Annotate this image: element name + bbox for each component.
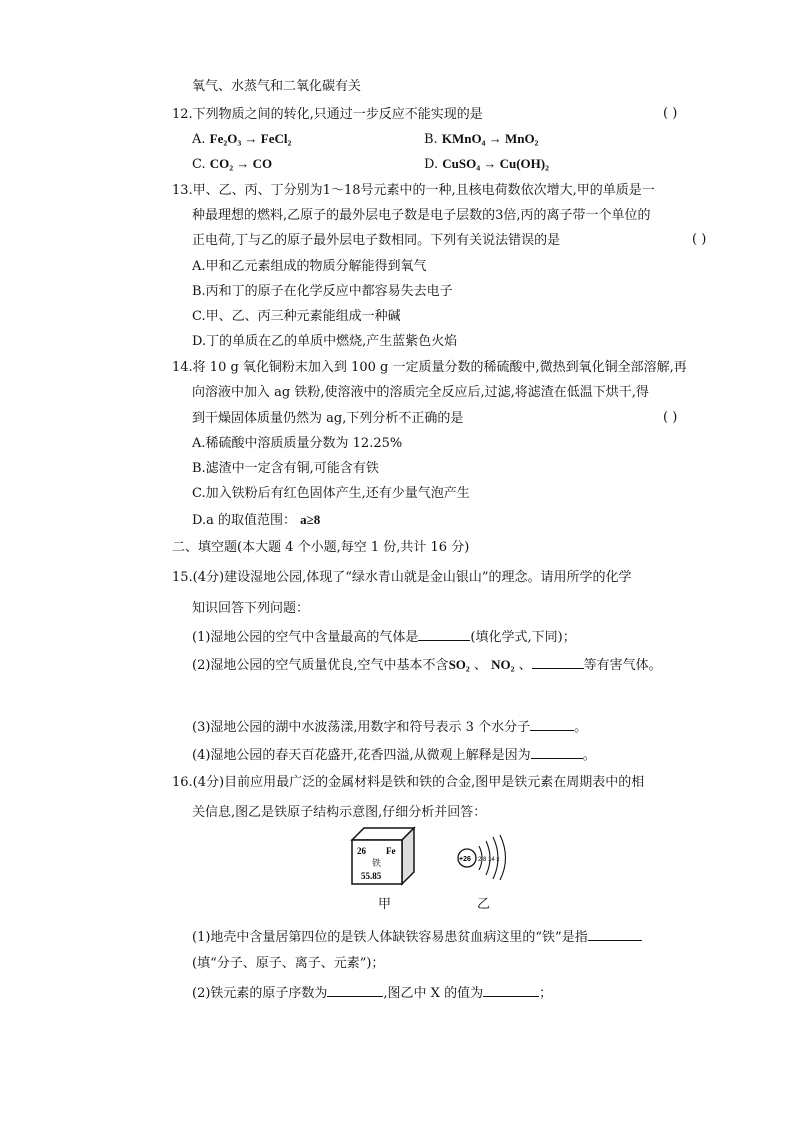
q14-stem-line3: 到干燥固体质量仍然为 ag,下列分析不正确的是 — [192, 411, 464, 426]
q15-sub3-text: (3)湿地公园的湖中水波荡漾,用数字和符号表示 3 个水分子 — [192, 720, 531, 735]
atom-structure-figure — [455, 834, 515, 880]
q12-option-a — [192, 130, 291, 149]
q15-stem-line1: 15.(4分)建设湿地公园,体现了“绿水青山就是金山银山”的理念。请用所学的化学 — [172, 570, 632, 585]
q15-sub3 — [192, 718, 587, 737]
element-cell-figure — [350, 826, 416, 886]
answer-blank[interactable] — [327, 984, 383, 997]
q13-stem-line3: 正电荷,丁与乙的原子最外层电子数相同。下列有关说法错误的是 — [192, 233, 561, 248]
q15-sub2 — [192, 656, 662, 675]
q15-sub1-text: (1)湿地公园的空气中含量最高的气体是 — [192, 630, 419, 645]
q12-option-d — [424, 155, 549, 174]
q15-sub4 — [192, 746, 596, 765]
q16-stem-line2: 关信息,图乙是铁原子结构示意图,仔细分析并回答： — [192, 805, 487, 820]
q14-option-b: B.滤渣中一定含有铜,可能含有铁 — [192, 461, 379, 476]
q13-option-c: C.甲、乙、丙三种元素能组成一种碱 — [192, 309, 401, 324]
option-formula: CO₂ → CO — [209, 156, 273, 171]
answer-blank[interactable] — [418, 628, 470, 641]
q15-sub2-text: (2)湿地公园的空气质量优良,空气中基本不含 — [192, 658, 449, 673]
q14-option-a: A.稀硫酸中溶质质量分数为 12.25% — [192, 436, 403, 451]
option-formula: CuSO₄ → Cu(OH)₂ — [442, 156, 549, 171]
option-d-formula: a≥8 — [300, 512, 321, 527]
option-formula: Fe₂O₃ → FeCl₂ — [209, 131, 292, 146]
q13-option-d: D.丁的单质在乙的单质中燃烧,产生蓝紫色火焰 — [192, 334, 458, 349]
formula-no2: NO₂ — [491, 657, 515, 672]
separator: 、 — [514, 658, 532, 673]
atomic-number: 26 — [357, 846, 366, 856]
figure-label-jia: 甲 — [378, 897, 392, 912]
q16-stem-line1: 16.(4分)目前应用最广泛的金属材料是铁和铁的合金,图甲是铁元素在周期表中的相 — [172, 775, 645, 790]
q13-option-a: A.甲和乙元素组成的物质分解能得到氧气 — [192, 259, 427, 274]
q12-option-b — [424, 130, 538, 149]
answer-blank[interactable] — [588, 928, 642, 941]
q15-stem-line2: 知识回答下列问题： — [192, 601, 310, 616]
separator: 、 — [469, 658, 492, 673]
atomic-mass: 55.85 — [361, 871, 382, 881]
q16-sub2-text: (2)铁元素的原子序数为 — [192, 986, 328, 1001]
option-label: D. — [424, 157, 439, 172]
figure-label-yi: 乙 — [477, 897, 491, 912]
answer-blank[interactable] — [531, 746, 583, 759]
q16-sub2-mid: ,图乙中 X 的值为 — [383, 986, 484, 1001]
intro-line: 氧气、水蒸气和二氧化碳有关 — [192, 79, 362, 94]
q15-sub4-end: 。 — [582, 748, 596, 763]
q14-option-c: C.加入铁粉后有红色固体产生,还有少量气泡产生 — [192, 486, 470, 501]
q15-sub1-end: (填化学式,下同)； — [470, 630, 576, 645]
option-label: B. — [424, 132, 438, 147]
nucleus-charge: +26 — [459, 856, 471, 863]
element-symbol: Fe — [386, 846, 396, 856]
q16-sub1-note: (填“分子、原子、离子、元素”)； — [192, 956, 385, 971]
option-formula: KMnO₄ → MnO₂ — [441, 131, 539, 146]
q14-answer-paren: ( ) — [663, 410, 678, 425]
option-label: A. — [192, 132, 206, 147]
formula-so2: SO₂ — [448, 657, 470, 672]
q14-option-d — [192, 511, 320, 530]
q15-sub4-text: (4)湿地公园的春天百花盛开,花香四溢,从微观上解释是因为 — [192, 748, 531, 763]
answer-blank[interactable] — [532, 656, 584, 669]
q16-sub2 — [192, 984, 552, 1003]
q15-sub2-end: 等有害气体。 — [583, 658, 662, 673]
q13-stem-line2: 种最理想的燃料,乙原子的最外层电子数是电子层数的3倍,丙的离子带一个单位的 — [192, 208, 651, 223]
q12-option-c — [192, 155, 272, 174]
answer-blank[interactable] — [483, 984, 539, 997]
q14-stem-line1: 14.将 10 g 氧化铜粉末加入到 100 g 一定质量分数的稀硫酸中,微热到氧化铜全部溶解,再 — [172, 360, 687, 375]
q14-stem-line2: 向溶液中加入 ag 铁粉,使溶液中的溶质完全反应后,过滤,将滤渣在低温下烘干,得 — [192, 385, 649, 400]
option-label: C. — [192, 157, 206, 172]
q16-sub1 — [192, 928, 642, 947]
element-name: 铁 — [372, 859, 382, 869]
q16-sub2-end: ； — [539, 986, 553, 1001]
option-d-label: D.a 的取值范围： — [192, 513, 296, 528]
q12-answer-paren: ( ) — [663, 106, 678, 121]
q15-sub1 — [192, 628, 576, 647]
answer-blank[interactable] — [530, 718, 574, 731]
q13-option-b: B.丙和丁的原子在化学反应中都容易失去电子 — [192, 284, 453, 299]
q15-sub3-end: 。 — [574, 720, 588, 735]
q13-answer-paren: ( ) — [692, 232, 707, 247]
electron-shells: 2 8 14 x — [478, 857, 500, 863]
q13-stem-line1: 13.甲、乙、丙、丁分别为1～18号元素中的一种,且核电荷数依次增大,甲的单质是一 — [172, 183, 655, 198]
q12-stem: 12.下列物质之间的转化,只通过一步反应不能实现的是 — [172, 107, 483, 122]
section-2-heading: 二、填空题(本大题 4 个小题,每空 1 份,共计 16 分) — [172, 540, 470, 555]
q16-sub1-text: (1)地壳中含量居第四位的是铁人体缺铁容易患贫血病这里的“铁”是指 — [192, 930, 588, 945]
